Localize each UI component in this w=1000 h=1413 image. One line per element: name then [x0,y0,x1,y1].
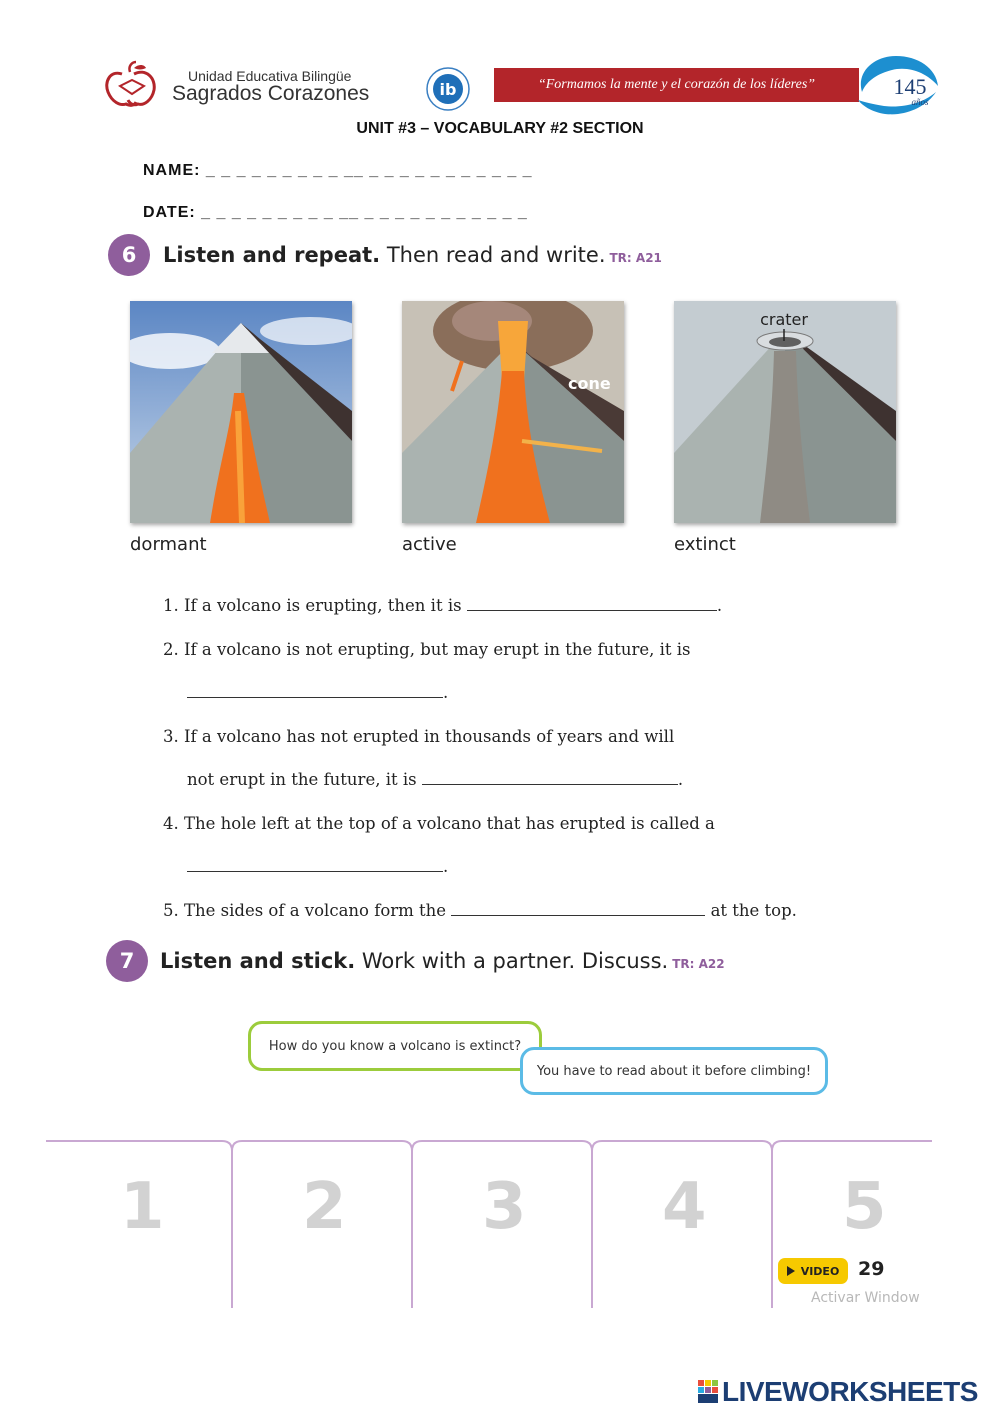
question-1-number: 1. [163,596,179,615]
question-4-text: The hole left at the top of a volcano that has erupted is called a [184,814,715,833]
answer-2-blank[interactable] [187,683,443,698]
sticker-slot-1[interactable]: 1 [120,1170,165,1244]
answer-1-blank[interactable] [467,596,717,611]
video-button[interactable] [778,1258,848,1284]
question-3-text2: not erupt in the future, it is [187,770,417,789]
school-name-line2: Sagrados Corazones [172,82,370,105]
question-bubble-text: How do you know a volcano is extinct? [268,1038,522,1054]
activation-watermark: Activar Window [811,1290,920,1306]
answer-5-blank[interactable] [451,901,705,916]
sticker-slot-2[interactable]: 2 [302,1170,347,1244]
sticker-slot-3[interactable]: 3 [482,1170,527,1244]
video-label: VIDEO [800,1264,840,1278]
question-1-end: . [716,596,723,615]
page-number: 29 [858,1258,885,1280]
question-2-end: . [443,683,449,702]
school-motto: “Formamos la mente y el corazón de los líderes” [537,77,816,92]
section-7-title-rest: Work with a partner. Discuss. [355,949,669,973]
liveworksheets-brand: LIVEWORKSHEETS [722,1376,978,1407]
anniversary-number: 145 [893,74,927,99]
question-2-number: 2. [163,640,179,659]
dormant-volcano-image [130,301,352,523]
question-3-line2 [187,770,683,789]
extinct-volcano-image [674,301,896,523]
question-4-number: 4. [163,814,179,833]
date-field[interactable]: DATE: _ _ _ _ _ _ _ _ _ __ _ _ _ _ _ _ _ _ _ _ _ [143,204,528,221]
question-5 [163,901,797,920]
question-2-answer-line [187,683,448,702]
question-2 [163,640,691,659]
question-3 [163,727,674,746]
question-5-number: 5. [163,901,179,920]
section-7-badge: 7 [106,940,148,982]
dormant-caption: dormant [130,534,207,555]
question-1-text: If a volcano is erupting, then it is [184,596,462,615]
crater-label: crater [760,310,808,329]
question-4-answer-line [187,857,448,876]
svg-text:ib: ib [439,80,457,99]
answer-4-blank[interactable] [187,857,443,872]
section-6-title-bold: Listen and repeat. [163,243,381,267]
answer-speech-bubble [520,1047,828,1095]
section-7-title [160,949,725,973]
name-field[interactable]: NAME: _ _ _ _ _ _ _ _ _ __ _ _ _ _ _ _ _ _ _ _ _ [143,162,533,179]
active-volcano-image [402,301,624,523]
answer-3-blank[interactable] [422,770,678,785]
play-icon [787,1266,795,1276]
liveworksheets-logo-icon [698,1380,720,1404]
question-5-text: The sides of a volcano form the [184,901,447,920]
section-7-title-bold: Listen and stick. [160,949,356,973]
extinct-caption: extinct [674,534,736,555]
school-name-line1: Unidad Educativa Bilingüe [188,68,352,84]
section-6-track: TR: A21 [609,251,662,265]
question-2-text: If a volcano is not erupting, but may erupt in the future, it is [184,640,691,659]
active-caption: active [402,534,457,555]
school-motto-banner [494,68,859,102]
question-speech-bubble [248,1021,542,1071]
section-6-title [163,243,662,267]
ib-logo-icon [418,66,478,112]
section-6-title-rest: Then read and write. [380,243,606,267]
anniversary-logo-icon [852,52,942,118]
answer-bubble-text: You have to read about it before climbing! [536,1063,812,1079]
question-4-end: . [443,857,449,876]
sticker-slot-4[interactable]: 4 [662,1170,707,1244]
question-3-number: 3. [163,727,179,746]
question-1 [163,596,722,615]
anniversary-word: años [911,97,929,107]
sticker-slot-5[interactable]: 5 [842,1170,887,1244]
question-4 [163,814,715,833]
section-7-track: TR: A22 [672,957,725,971]
cone-label: cone [568,374,611,393]
question-3-end: . [677,770,684,789]
question-3-text: If a volcano has not erupted in thousands of years and will [184,727,675,746]
question-5-end: at the top. [710,901,797,920]
section-6-badge: 6 [108,234,150,276]
school-logo-icon [104,60,164,110]
unit-title: UNIT #3 – VOCABULARY #2 SECTION [356,120,644,137]
